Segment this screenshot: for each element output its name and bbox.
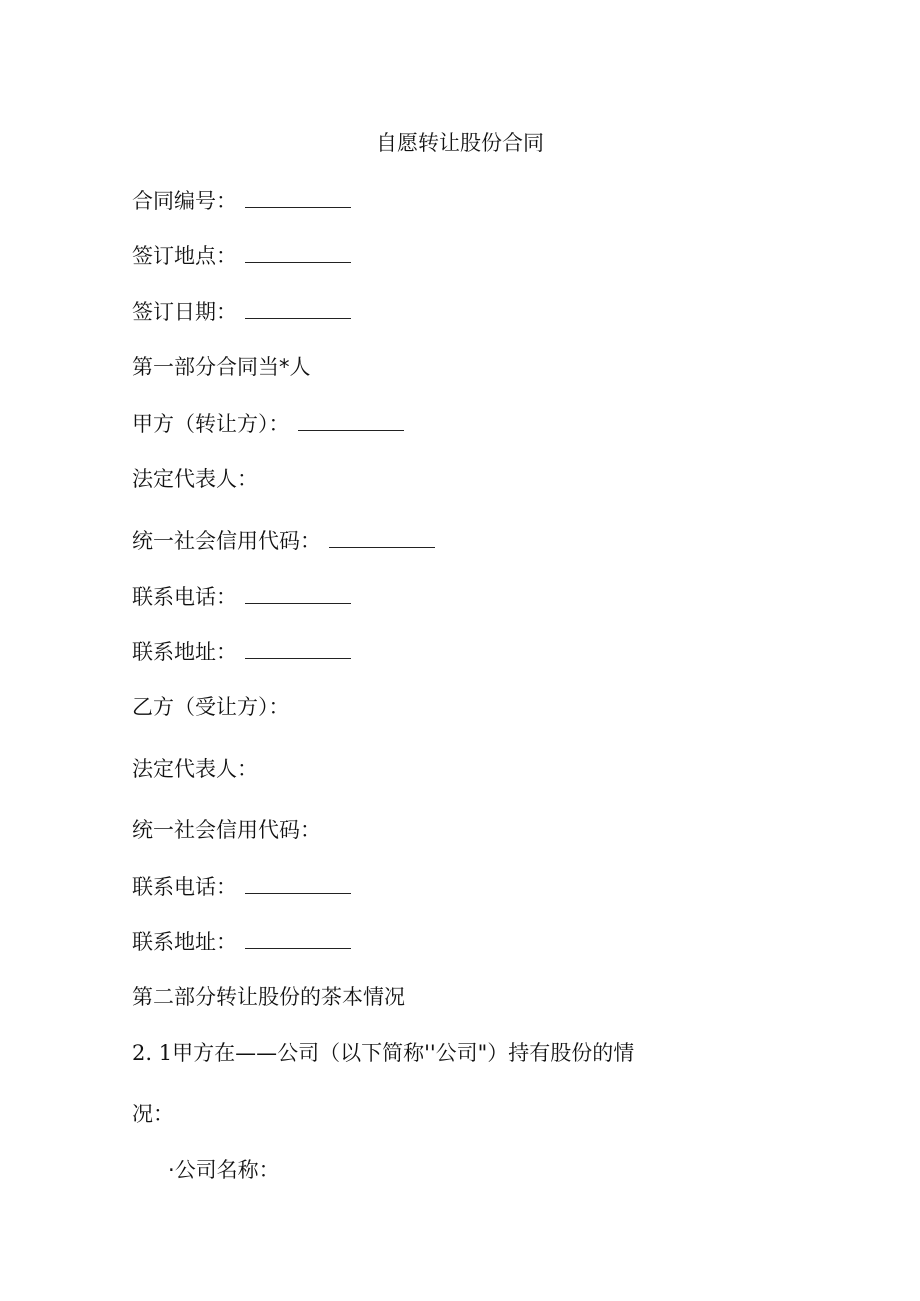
party-b-phone-label: 联系电话： [132, 875, 237, 899]
clause-number: 2. 1 [132, 1041, 173, 1065]
party-a-credit-code-blank[interactable] [329, 525, 435, 548]
party-b-address-blank[interactable] [245, 926, 351, 949]
party-a-line [132, 408, 404, 439]
party-a-legal-rep-label: 法定代表人： [132, 467, 258, 491]
party-a-phone-label: 联系电话： [132, 585, 237, 609]
party-a-blank[interactable] [298, 408, 404, 431]
signing-date-blank[interactable] [245, 296, 351, 319]
party-b-label: 乙方（受让方）： [132, 695, 290, 719]
party-b-address-line [132, 926, 351, 957]
clause-continued-text: 况： [132, 1102, 174, 1126]
party-a-address-label: 联系地址： [132, 640, 237, 664]
section-one-heading [132, 352, 311, 382]
party-b-address-label: 联系地址： [132, 930, 237, 954]
signing-place-blank[interactable] [245, 240, 351, 263]
section-two-heading [132, 982, 405, 1012]
party-b-legal-rep-line [132, 754, 258, 784]
party-b-credit-code-line [132, 815, 321, 845]
party-a-credit-code-line [132, 525, 435, 556]
section-one-label: 第一部分合同当*人 [132, 355, 311, 379]
party-b-credit-code-label: 统一社会信用代码： [132, 818, 321, 842]
clause-2-1-line [132, 1038, 634, 1068]
party-b-line [132, 692, 290, 722]
party-a-label: 甲方（转让方）： [132, 412, 290, 436]
party-a-address-blank[interactable] [245, 636, 351, 659]
signing-place-line [132, 240, 351, 271]
contract-number-line [132, 185, 351, 216]
contract-number-label: 合同编号： [132, 189, 237, 213]
party-b-phone-blank[interactable] [245, 871, 351, 894]
signing-date-label: 签订日期： [132, 300, 237, 324]
section-two-label: 第二部分转让股份的茶本情况 [132, 985, 405, 1009]
party-a-phone-blank[interactable] [245, 581, 351, 604]
party-a-address-line [132, 636, 351, 667]
signing-date-line [132, 296, 351, 327]
company-name-label: 公司名称： [174, 1158, 280, 1182]
party-b-phone-line [132, 871, 351, 902]
party-a-credit-code-label: 统一社会信用代码： [132, 529, 321, 553]
signing-place-label: 签订地点： [132, 244, 237, 268]
bullet-icon: · [168, 1158, 175, 1182]
company-name-item [168, 1155, 280, 1185]
party-a-legal-rep-line [132, 464, 258, 494]
clause-text: 甲方在——公司（以下简称''公司"）持有股份的情 [172, 1041, 635, 1065]
party-b-legal-rep-label: 法定代表人： [132, 757, 258, 781]
clause-continued-line [132, 1099, 174, 1129]
contract-number-blank[interactable] [245, 185, 351, 208]
document-title: 自愿转让股份合同 [376, 131, 544, 155]
party-a-phone-line [132, 581, 351, 612]
